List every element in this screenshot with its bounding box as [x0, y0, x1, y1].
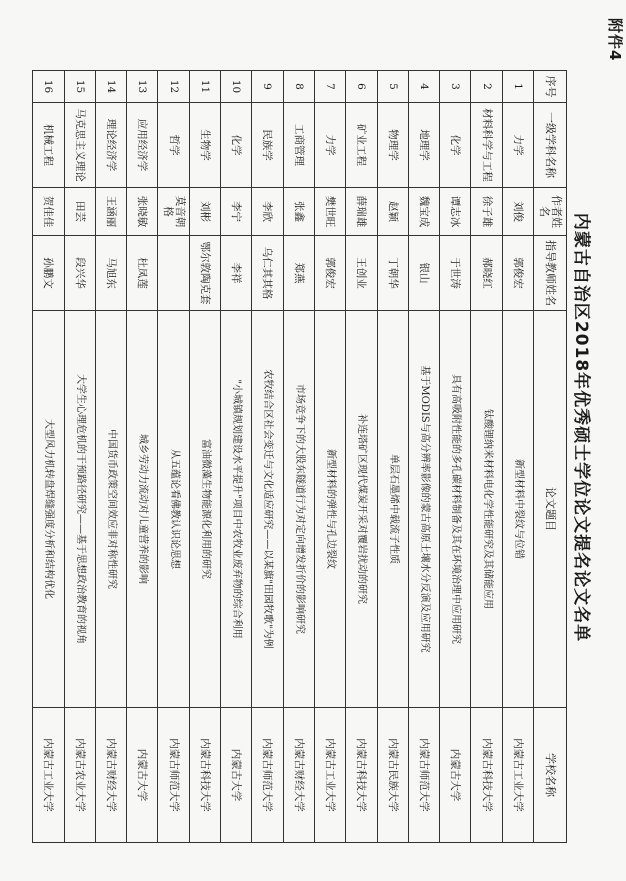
cell-author: 魏宝成 [408, 188, 439, 236]
cell-discipline: 哲学 [158, 103, 189, 188]
cell-no: 14 [95, 71, 126, 103]
cell-school: 内蒙古财经大学 [95, 708, 126, 843]
cell-school: 内蒙古大学 [127, 708, 158, 843]
cell-thesis: 大型风力机转盘焊缝强度分析和结构优化 [33, 311, 64, 708]
cell-supervisor: 乌仁其其格 [252, 236, 283, 311]
cell-thesis: 具有高吸附性能的多孔碳材料制备及其在环境治理中应用研究 [440, 311, 471, 708]
cell-author: 薛瑞雄 [346, 188, 377, 236]
cell-school: 内蒙古大学 [440, 708, 471, 843]
cell-thesis: 单层石墨烯中载流子性质 [377, 311, 408, 708]
cell-author: 张晓敏 [127, 188, 158, 236]
cell-school: 内蒙古科技大学 [471, 708, 502, 843]
cell-author: 刘俊 [502, 188, 533, 236]
cell-author: 刘彬 [189, 188, 220, 236]
column-header-discipline: 一级学科名称 [534, 103, 567, 188]
cell-school: 内蒙古民族大学 [377, 708, 408, 843]
cell-no: 13 [127, 71, 158, 103]
cell-thesis: 新型材料中裂纹与位错 [502, 311, 533, 708]
cell-discipline: 化学 [221, 103, 252, 188]
cell-no: 8 [283, 71, 314, 103]
cell-discipline: 机械工程 [33, 103, 64, 188]
cell-school: 内蒙古工业大学 [33, 708, 64, 843]
cell-supervisor: 孙鹏文 [33, 236, 64, 311]
table-row [408, 71, 439, 843]
column-header-author: 作者姓名 [534, 188, 567, 236]
document-title: 内蒙古自治区2018年优秀硕士学位论文提名论文名单 [571, 212, 591, 643]
cell-no: 5 [377, 71, 408, 103]
cell-author: 贺佳佳 [33, 188, 64, 236]
cell-no: 7 [314, 71, 345, 103]
table-row [189, 71, 220, 843]
cell-thesis: "小城镇规划建设水平提升"项目中农牧业废弃物的综合利用 [221, 311, 252, 708]
cell-supervisor [158, 236, 189, 311]
cell-thesis: 市场竞争下的大股东隧道行为对定向增发折价的影响研究 [283, 311, 314, 708]
cell-discipline: 民族学 [252, 103, 283, 188]
cell-author: 田芸 [64, 188, 95, 236]
cell-supervisor: 郑燕 [283, 236, 314, 311]
cell-school: 内蒙古大学 [221, 708, 252, 843]
cell-supervisor: 丁朝华 [377, 236, 408, 311]
cell-no: 16 [33, 71, 64, 103]
table-row [127, 71, 158, 843]
cell-supervisor: 李祥 [221, 236, 252, 311]
cell-thesis: 补连塔矿区现代煤炭开采对覆岩扰动的研究 [346, 311, 377, 708]
cell-discipline: 力学 [314, 103, 345, 188]
cell-no: 1 [502, 71, 533, 103]
cell-school: 内蒙古工业大学 [502, 708, 533, 843]
table-row [471, 71, 502, 843]
rotated-document [36, 10, 626, 845]
column-header-school: 学校名称 [534, 708, 567, 843]
table-row [252, 71, 283, 843]
column-header-supervisor: 指导教师姓名 [534, 236, 567, 311]
column-header-no: 序号 [534, 71, 567, 103]
cell-no: 11 [189, 71, 220, 103]
cell-school: 内蒙古科技大学 [189, 708, 220, 843]
cell-author: 莫音朝格 [158, 188, 189, 236]
cell-school: 内蒙古科技大学 [346, 708, 377, 843]
cell-supervisor: 郭俊宏 [502, 236, 533, 311]
cell-supervisor: 段兴华 [64, 236, 95, 311]
cell-no: 10 [221, 71, 252, 103]
table-row [95, 71, 126, 843]
cell-discipline: 矿业工程 [346, 103, 377, 188]
cell-supervisor: 马旭东 [95, 236, 126, 311]
table-row [33, 71, 64, 843]
cell-discipline: 生物学 [189, 103, 220, 188]
cell-no: 4 [408, 71, 439, 103]
cell-thesis: 城乡劳动力流动对儿童营养的影响 [127, 311, 158, 708]
cell-author: 樊世旺 [314, 188, 345, 236]
cell-author: 谭志冰 [440, 188, 471, 236]
cell-supervisor: 银山 [408, 236, 439, 311]
cell-discipline: 材料科学与工程 [471, 103, 502, 188]
cell-supervisor: 杜凤莲 [127, 236, 158, 311]
cell-author: 张鑫 [283, 188, 314, 236]
cell-discipline: 马克思主义理论 [64, 103, 95, 188]
table-row [502, 71, 533, 843]
table-row [346, 71, 377, 843]
nomination-table [32, 70, 567, 843]
cell-thesis: 中国货币政策空间效应非对称性研究 [95, 311, 126, 708]
column-header-thesis: 论文题目 [534, 311, 567, 708]
cell-author: 王涵丽 [95, 188, 126, 236]
cell-school: 内蒙古师范大学 [158, 708, 189, 843]
table-row [440, 71, 471, 843]
cell-thesis: 钛酸锂纳米材料电化学性能研究及其储能应用 [471, 311, 502, 708]
cell-thesis: 新型材料的弹性与孔边裂纹 [314, 311, 345, 708]
cell-no: 6 [346, 71, 377, 103]
cell-discipline: 化学 [440, 103, 471, 188]
table-row [221, 71, 252, 843]
cell-no: 2 [471, 71, 502, 103]
cell-thesis: 大学生心理危机的干预路径研究——基于思想政治教育的视角 [64, 311, 95, 708]
cell-discipline: 物理学 [377, 103, 408, 188]
table-row [377, 71, 408, 843]
cell-school: 内蒙古师范大学 [408, 708, 439, 843]
table-header-row [534, 71, 567, 843]
cell-discipline: 地理学 [408, 103, 439, 188]
cell-author: 李宁 [221, 188, 252, 236]
cell-school: 内蒙古财经大学 [283, 708, 314, 843]
cell-supervisor: 郭俊宏 [314, 236, 345, 311]
table-row [158, 71, 189, 843]
cell-discipline: 应用经济学 [127, 103, 158, 188]
cell-supervisor: 王创业 [346, 236, 377, 311]
cell-supervisor: 鄂尔敦陶克套 [189, 236, 220, 311]
cell-discipline: 理论经济学 [95, 103, 126, 188]
cell-discipline: 工商管理 [283, 103, 314, 188]
cell-thesis: 农牧结合区社会变迁与文化适应研究——以某旗"田园牧歌"为例 [252, 311, 283, 708]
cell-no: 12 [158, 71, 189, 103]
table-row [283, 71, 314, 843]
cell-no: 15 [64, 71, 95, 103]
table-row [64, 71, 95, 843]
cell-school: 内蒙古工业大学 [314, 708, 345, 843]
table-row [314, 71, 345, 843]
cell-author: 李欣 [252, 188, 283, 236]
cell-author: 赵颖 [377, 188, 408, 236]
cell-no: 3 [440, 71, 471, 103]
cell-thesis: 基于MODIS与高分辨率影像的蒙古高原土壤水分反演及应用研究 [408, 311, 439, 708]
cell-thesis: 富油微藻生物能源化利用的研究 [189, 311, 220, 708]
cell-school: 内蒙古师范大学 [252, 708, 283, 843]
cell-thesis: 从五蕴论看佛教认识论思想 [158, 311, 189, 708]
attachment-label: 附件4 [606, 18, 624, 62]
cell-author: 徐子雄 [471, 188, 502, 236]
cell-discipline: 力学 [502, 103, 533, 188]
cell-no: 9 [252, 71, 283, 103]
cell-school: 内蒙古农业大学 [64, 708, 95, 843]
cell-supervisor: 郝晓红 [471, 236, 502, 311]
cell-supervisor: 于世涛 [440, 236, 471, 311]
